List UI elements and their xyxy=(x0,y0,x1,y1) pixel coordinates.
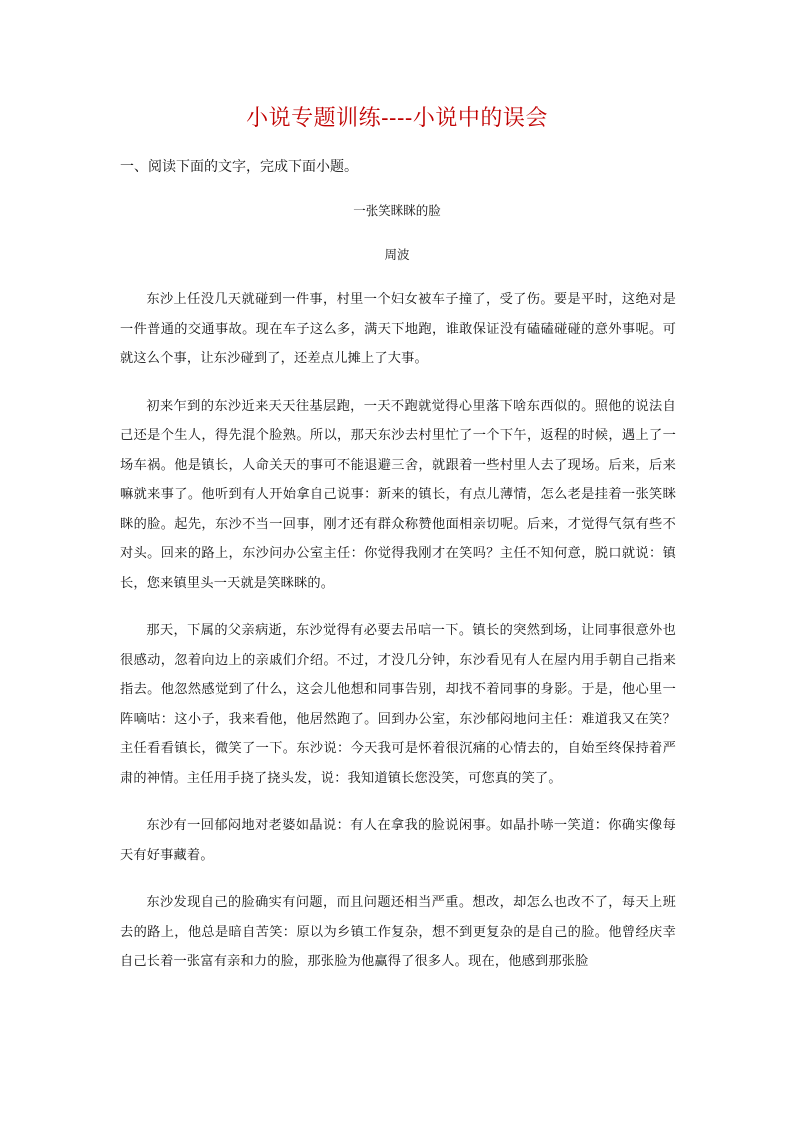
paragraph: 东沙有一回郁闷地对老婆如晶说：有人在拿我的脸说闲事。如晶扑哧一笑道：你确实像每天有好事藏着。 xyxy=(120,818,676,863)
story-author: 周波 xyxy=(384,247,410,262)
document-title: 小说专题训练----小说中的误会 xyxy=(246,106,548,131)
story-title: 一张笑眯眯的脸 xyxy=(353,203,441,218)
paragraph: 初来乍到的东沙近来天天往基层跑，一天不跑就觉得心里落下啥东西似的。照他的说法自己还是个生人，得先混个脸熟。所以，那天东沙去村里忙了一个下午，返程的时候，遇上了一场车祸。他是镇长，人命关天的事可不能退避三舍，就跟着一些村里人去了现场。后来，后来嘛就来事了。他听到有人开始拿自己说事：新来的镇长，有点儿薄情，怎么老是挂着一张笑眯眯的脸。起先，东沙不当一回事，刚才还有群众称赞他面相亲切呢。后来，才觉得气氛有些不对头。回来的路上，东沙问办公室主任：你觉得我刚才在笑吗？主任不知何意，脱口就说：镇长，您来镇里头一天就是笑眯眯的。 xyxy=(120,398,676,591)
story-body xyxy=(120,285,676,995)
paragraph: 东沙发现自己的脸确实有问题，而且问题还相当严重。想改，却怎么也改不了，每天上班去的路上，他总是暗自苦笑：原以为乡镇工作复杂，想不到更复杂的是自己的脸。他曾经庆幸自己长着一张富有亲和力的脸，那张脸为他赢得了很多人。现在，他感到那张脸 xyxy=(120,895,676,969)
paragraph: 东沙上任没几天就碰到一件事，村里一个妇女被车子撞了，受了伤。要是平时，这绝对是一件普通的交通事故。现在车子这么多，满天下地跑，谁敢保证没有磕磕碰碰的意外事呢。可就这么个事，让东沙碰到了，还差点儿摊上了大事。 xyxy=(120,292,676,366)
paragraph: 那天，下属的父亲病逝，东沙觉得有必要去吊唁一下。镇长的突然到场，让同事很意外也很感动，忽着向边上的亲戚们介绍。不过，才没几分钟，东沙看见有人在屋内用手朝自己指来指去。他忽然感觉到了什么，这会儿他想和同事告别，却找不着同事的身影。于是，他心里一阵嘀咕：这小子，我来看他，他居然跑了。回到办公室，东沙郁闷地问主任：难道我又在笑？主任看看镇长，微笑了一下。东沙说：今天我可是怀着很沉痛的心情去的，自始至终保持着严肃的神情。主任用手挠了挠头发，说：我知道镇长您没笑，可您真的笑了。 xyxy=(120,623,676,786)
section-heading: 一、阅读下面的文字，完成下面小题。 xyxy=(120,159,358,175)
